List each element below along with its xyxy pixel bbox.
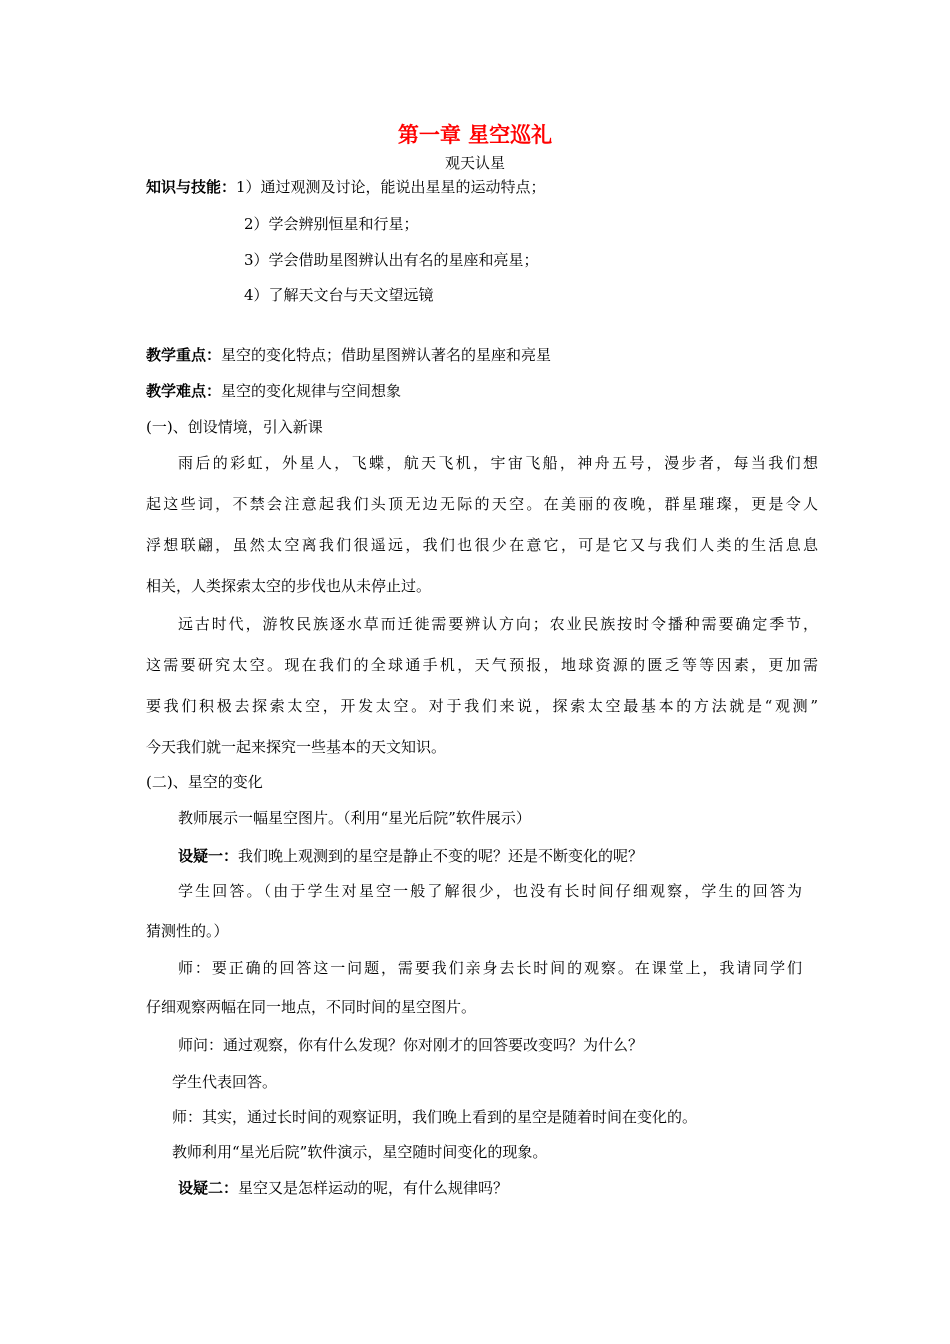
- paragraph-line: 浮想联翩，虽然太空离我们很遥远，我们也很少在意它，可是它又与我们人类的生活息息: [146, 536, 818, 554]
- paragraph-line: 师：要正确的回答这一问题，需要我们亲身去长时间的观察。在课堂上，我请同学们: [178, 959, 802, 977]
- objective-item: 1）通过观测及讨论，能说出星星的运动特点；: [236, 178, 546, 196]
- question-1-text: 我们晚上观测到的星空是静止不变的呢？还是不断变化的呢？: [238, 847, 644, 865]
- difficulty-label: 教学难点：: [146, 382, 222, 400]
- lesson-subtitle: 观天认星: [444, 154, 505, 172]
- key-point-text: 星空的变化特点；借助星图辨认著名的星座和亮星: [221, 346, 552, 364]
- question-1-line: [178, 846, 643, 866]
- paragraph-line: 远古时代，游牧民族逐水草而迁徙需要辨认方向；农业民族按时令播种需要确定季节，: [178, 615, 818, 633]
- rep-answer-line: 学生代表回答。: [172, 1073, 278, 1091]
- key-point-line: [146, 345, 551, 365]
- objectives-label: 知识与技能：: [146, 178, 237, 196]
- paragraph-line: 猜测性的。）: [146, 922, 229, 940]
- question-2-label: 设疑二：: [178, 1179, 239, 1197]
- paragraph-line: 起这些词，不禁会注意起我们头顶无边无际的天空。在美丽的夜晚，群星璀璨，更是令人: [146, 495, 818, 513]
- teacher-show-line: 教师展示一幅星空图片。（利用“星光后院”软件展示）: [178, 809, 531, 827]
- teacher-conclusion-line: 师：其实，通过长时间的观察证明，我们晚上看到的星空是随着时间在变化的。: [172, 1108, 698, 1126]
- paragraph-line: 要我们积极去探索太空，开发太空。对于我们来说，探索太空最基本的方法就是“观测”: [146, 697, 818, 715]
- difficulty-line: [146, 381, 401, 401]
- difficulty-text: 星空的变化规律与空间想象: [221, 382, 402, 400]
- key-point-label: 教学重点：: [146, 346, 222, 364]
- objective-item: 2）学会辨别恒星和行星；: [244, 215, 419, 233]
- question-2-text: 星空又是怎样运动的呢，有什么规律吗？: [238, 1179, 509, 1197]
- objective-item: 3）学会借助星图辨认出有名的星座和亮星；: [244, 251, 539, 269]
- paragraph-line: 雨后的彩虹，外星人，飞蝶，航天飞机，宇宙飞船，神舟五号，漫步者，每当我们想: [178, 454, 818, 472]
- teacher-ask-line: 师问：通过观察，你有什么发现？你对刚才的回答要改变吗？为什么？: [178, 1036, 644, 1054]
- question-1-label: 设疑一：: [178, 847, 239, 865]
- demo-line: 教师利用“星光后院”软件演示，星空随时间变化的现象。: [172, 1143, 548, 1161]
- paragraph-line: 仔细观察两幅在同一地点，不同时间的星空图片。: [146, 998, 477, 1016]
- paragraph-line: 相关，人类探索太空的步伐也从未停止过。: [146, 577, 432, 595]
- paragraph-line: 这需要研究太空。现在我们的全球通手机，天气预报，地球资源的匮乏等等因素，更加需: [146, 656, 818, 674]
- objective-item: 4）了解天文台与天文望远镜: [244, 286, 434, 304]
- section1-heading: (一)、创设情境，引入新课: [146, 418, 323, 436]
- paragraph-line: 今天我们就一起来探究一些基本的天文知识。: [146, 738, 447, 756]
- chapter-title: 第一章 星空巡礼: [397, 123, 553, 147]
- paragraph-line: 学生回答。（由于学生对星空一般了解很少，也没有长时间仔细观察，学生的回答为: [178, 882, 802, 900]
- objective-1-line: [146, 177, 546, 197]
- question-2-line: [178, 1178, 508, 1198]
- section2-heading: (二)、星空的变化: [146, 773, 263, 791]
